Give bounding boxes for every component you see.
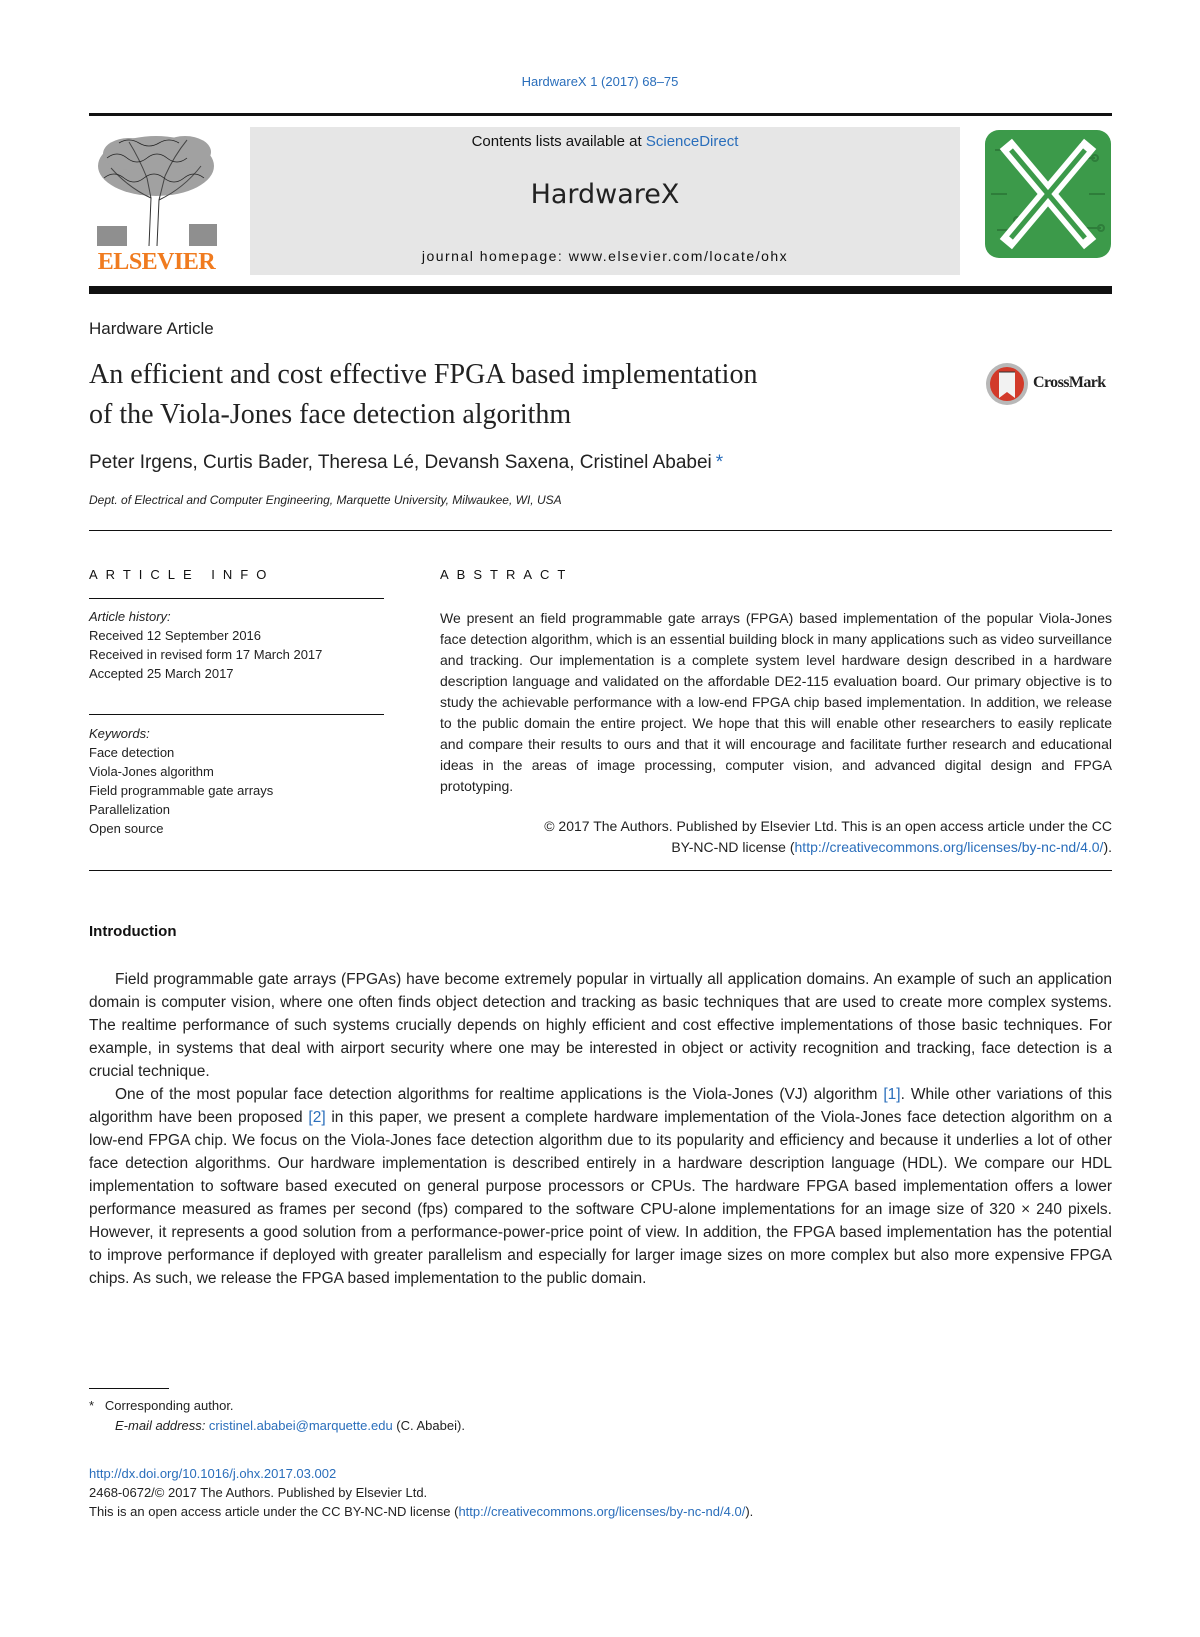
p2-part-a: One of the most popular face detection algorithms for realtime applications is the Viola-Jones (VJ) algorithm bbox=[115, 1086, 884, 1103]
license-link[interactable]: http://creativecommons.org/licenses/by-nc-nd/4.0/ bbox=[794, 839, 1104, 855]
keyword-item: Open source bbox=[89, 821, 164, 836]
intro-paragraph-2 bbox=[89, 1083, 1112, 1290]
crossmark-badge[interactable] bbox=[985, 362, 1113, 408]
keywords-label: Keywords: bbox=[89, 726, 150, 741]
affiliation: Dept. of Electrical and Computer Engineering, Marquette University, Milwaukee, WI, USA bbox=[89, 493, 562, 507]
abstract-text: We present an field programmable gate arrays (FPGA) based implementation of the popular Viola-Jones face detection algorithm, which is an essential building block in many applications such as video surveillance and tracking. Our implementation is a complete system level hardware design described in a hardware description language and validated on the affordable DE2-115 evaluation board. Our primary objective is to study the achievable performance with a low-end FPGA chip based implementation. In addition, we release to the public domain the entire project. We hope that this will enable other researchers to easily replicate and compare their results to ours and that it will encourage and facilitate further research and educational ideas in the areas of image processing, computer vision, and advanced digital design and FPGA prototyping. bbox=[440, 610, 1112, 794]
bottom-license-link[interactable]: http://creativecommons.org/licenses/by-nc-nd/4.0/ bbox=[458, 1504, 746, 1519]
author-names: Peter Irgens, Curtis Bader, Theresa Lé, Devansh Saxena, Cristinel Ababei bbox=[89, 452, 712, 473]
journal-name: HardwareX bbox=[530, 179, 680, 210]
p2-part-c: in this paper, we present a complete hardware implementation of the Viola-Jones face detection algorithm on a low-end FPGA chip. We focus on the Viola-Jones face detection algorithm due to its popularity and efficiency and because it underlies a lot of other face detection algorithms. Our hardware implementation is described entirely in a hardware description language (HDL). We compare our HDL implementation to software based executed on general purpose processors or CPUs. The hardware FPGA based implementation offers a lower performance measured as frames per second (fps) compared to the software CPU-alone implementations for an image size of 320 × 240 pixels. However, it represents a good solution from a performance-power-price point of view. In addition, the FPGA based implementation has the potential to improve performance if deployed with greater parallelism and especially for larger image sizes on more complex but also more expensive FPGA chips. As such, we release the FPGA based implementation to the public domain. bbox=[89, 1109, 1112, 1287]
corresponding-author-text: Corresponding author. bbox=[104, 1398, 234, 1413]
email-link[interactable]: cristinel.ababei@marquette.edu bbox=[208, 1418, 393, 1433]
header-bottom-rule bbox=[89, 286, 1112, 294]
keywords-rule bbox=[89, 714, 384, 715]
keyword-item: Field programmable gate arrays bbox=[89, 783, 274, 798]
email-note bbox=[89, 1416, 465, 1436]
footnote-mark: * bbox=[89, 1398, 95, 1413]
bottom-notes bbox=[89, 1464, 753, 1521]
license-suffix: ). bbox=[745, 1504, 754, 1519]
author-list bbox=[89, 452, 723, 474]
email-label: E-mail address: bbox=[115, 1418, 209, 1433]
footnote-rule bbox=[89, 1388, 169, 1389]
article-info-heading: ARTICLE INFO bbox=[89, 567, 275, 582]
article-info-rule bbox=[89, 598, 384, 599]
history-item: Received 12 September 2016 bbox=[89, 628, 262, 643]
header-top-rule bbox=[89, 113, 1112, 116]
divider-top bbox=[89, 530, 1112, 531]
title-line-1: An efficient and cost effective FPGA based implementation bbox=[89, 359, 758, 390]
elsevier-wordmark: ELSEVIER bbox=[97, 249, 216, 275]
sciencedirect-link[interactable]: ScienceDirect bbox=[645, 133, 739, 150]
copyright-line-1: © 2017 The Authors. Published by Elsevier Ltd. This is an open access article under the CC bbox=[544, 818, 1112, 834]
contents-line bbox=[250, 133, 960, 150]
keywords-block bbox=[89, 724, 273, 838]
divider-bottom bbox=[89, 870, 1112, 871]
corresponding-author-note bbox=[89, 1396, 465, 1416]
abstract-heading: ABSTRACT bbox=[440, 567, 574, 582]
homepage-prefix: journal homepage: bbox=[421, 248, 569, 264]
copyright-prefix: BY-NC-ND license ( bbox=[671, 839, 795, 855]
p2-part-b: . While other variations of this algorithm have been proposed bbox=[89, 1086, 1113, 1126]
history-item: Received in revised form 17 March 2017 bbox=[89, 647, 323, 662]
license-prefix: This is an open access article under the CC BY-NC-ND license ( bbox=[89, 1504, 459, 1519]
reference-1-link[interactable]: [1] bbox=[883, 1086, 901, 1103]
keyword-item: Parallelization bbox=[89, 802, 170, 817]
reference-2-link[interactable]: [2] bbox=[308, 1109, 326, 1126]
title-line-2: of the Viola-Jones face detection algorithm bbox=[89, 399, 572, 430]
email-suffix: (C. Ababei). bbox=[392, 1418, 465, 1433]
history-item: Accepted 25 March 2017 bbox=[89, 666, 234, 681]
contents-prefix: Contents lists available at bbox=[471, 133, 646, 150]
journal-reference[interactable]: HardwareX 1 (2017) 68–75 bbox=[521, 74, 679, 89]
hardwarex-logo[interactable] bbox=[985, 130, 1111, 258]
corresponding-author-mark[interactable]: * bbox=[715, 452, 724, 473]
intro-paragraph-1: Field programmable gate arrays (FPGAs) have become extremely popular in virtually all application domains. An example of such an application domain is computer vision, where one often finds object detection and tracking as basic techniques that are used to create more complex systems. The realtime performance of such systems crucially depends on highly efficient and cost effective implementations of those basic techniques. For example, in systems that deal with airport security where one may be interested in object or activity recognition and tracking, face detection is a crucial technique. bbox=[89, 971, 1112, 1080]
journal-homepage bbox=[250, 248, 960, 264]
journal-header-box bbox=[250, 127, 960, 275]
article-history bbox=[89, 607, 322, 683]
doi-link[interactable]: http://dx.doi.org/10.1016/j.ohx.2017.03.002 bbox=[89, 1466, 337, 1481]
elsevier-logo[interactable] bbox=[89, 128, 224, 276]
introduction-heading: Introduction bbox=[89, 923, 177, 940]
copyright-suffix: ). bbox=[1103, 839, 1112, 855]
article-type: Hardware Article bbox=[89, 319, 214, 338]
keyword-item: Viola-Jones algorithm bbox=[89, 764, 214, 779]
license-line bbox=[89, 1502, 753, 1521]
introduction-body bbox=[89, 968, 1112, 1290]
elsevier-tree-icon bbox=[89, 128, 224, 248]
footnote bbox=[89, 1396, 465, 1436]
abstract-copyright bbox=[440, 816, 1112, 858]
history-label: Article history: bbox=[89, 609, 171, 624]
keyword-item: Face detection bbox=[89, 745, 175, 760]
homepage-url[interactable]: www.elsevier.com/locate/ohx bbox=[568, 248, 789, 264]
crossmark-label: CrossMark bbox=[1033, 374, 1106, 391]
article-title bbox=[89, 355, 929, 435]
copyright-line-2 bbox=[440, 837, 1112, 858]
issn-line: 2468-0672/© 2017 The Authors. Published by Elsevier Ltd. bbox=[89, 1485, 428, 1500]
hardwarex-logo-icon bbox=[985, 130, 1111, 258]
crossmark-icon bbox=[985, 362, 1029, 406]
